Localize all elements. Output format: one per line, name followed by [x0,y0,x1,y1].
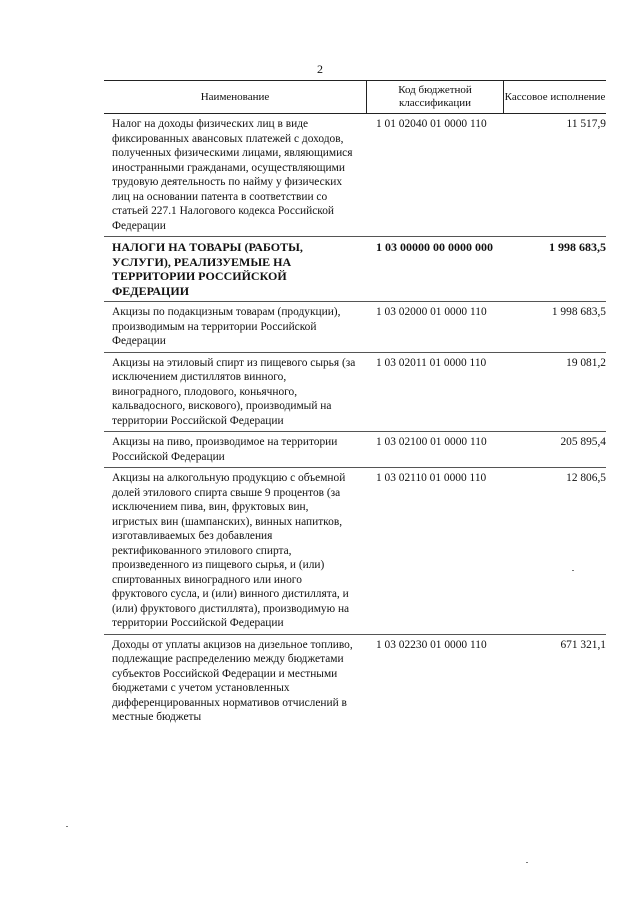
header-code: Код бюджетной классификации [366,81,503,113]
row-amount: 1 998 683,5 [551,306,606,318]
row-name: Акцизы на алкогольную продукцию с объемной долей этилового спирта свыше 9 процентов (за исключением пива, вин, фруктовых вин, игристых вин (шампанских), винных напитков, изготавливаемых без добавления ректификованного этилового спирта, произведенного из пищевого сырья, и (или) спиртованных виноградного или иного фруктового сусла, и (или) винного дистиллята, и (или) фруктового дистиллята), производимую на территории Российской Федерации [112,472,350,629]
row-name: Налог на доходы физических лиц в виде фиксированных авансовых платежей с доходов, полученных физическими лицами, являющимися иностранными гражданами, осуществляющими трудовую деятельность по найму у физических лиц на основании патента в соответствии со статьей 227.1 Налогового кодекса Российской Федерации [112,118,353,232]
header-name: Наименование [200,90,270,103]
scan-speck [526,862,528,863]
row-code: 1 03 02011 01 0000 110 [376,356,487,369]
row-code: 1 01 02040 01 0000 110 [376,118,487,130]
table-row [104,302,606,353]
row-name: Доходы от уплаты акцизов на дизельное топливо, подлежащие распределению между бюджетами субъектов Российской Федерации и местными бюджетами с учетом установленных дифференцированных нормативов отчислений в местные бюджеты [112,638,353,723]
row-amount: 11 517,9 [566,118,606,130]
table-header [104,80,606,114]
row-code: 1 03 02230 01 0000 110 [376,638,487,651]
scan-speck [572,570,574,571]
row-name: НАЛОГИ НА ТОВАРЫ (РАБОТЫ, УСЛУГИ), РЕАЛИЗУЕМЫЕ НА ТЕРРИТОРИИ РОССИЙСКОЙ ФЕДЕРАЦИИ [112,240,303,298]
table-row [104,432,606,468]
row-amount: 19 081,2 [566,356,606,369]
table-row [104,353,606,433]
row-code: 1 03 02000 01 0000 110 [376,306,487,318]
page-number: 2 [317,62,323,76]
table-row [104,468,606,635]
row-code: 1 03 02100 01 0000 110 [376,436,487,448]
row-name: Акцизы по подакцизным товарам (продукции), производимым на территории Российской Федерации [112,306,341,347]
row-code: 1 03 00000 00 0000 000 [376,240,493,254]
scan-speck [66,826,68,827]
header-amount: Кассовое исполнение [503,81,606,113]
row-code: 1 03 02110 01 0000 110 [376,472,487,484]
table-row [104,635,606,728]
row-name: Акцизы на этиловый спирт из пищевого сырья (за исключением дистиллятов винного, виноградного, плодового, коньячного, кальвадосного, вискового), производимый на территории Российской Федерации [112,356,356,427]
table-row [104,114,606,237]
row-amount: 205 895,4 [560,436,606,448]
revenue-table [104,80,606,728]
row-amount: 671 321,1 [560,638,606,651]
row-amount: 1 998 683,5 [549,240,606,254]
table-row-section-heading [104,237,606,302]
row-amount: 12 806,5 [566,472,606,484]
row-name: Акцизы на пиво, производимое на территории Российской Федерации [112,436,338,463]
